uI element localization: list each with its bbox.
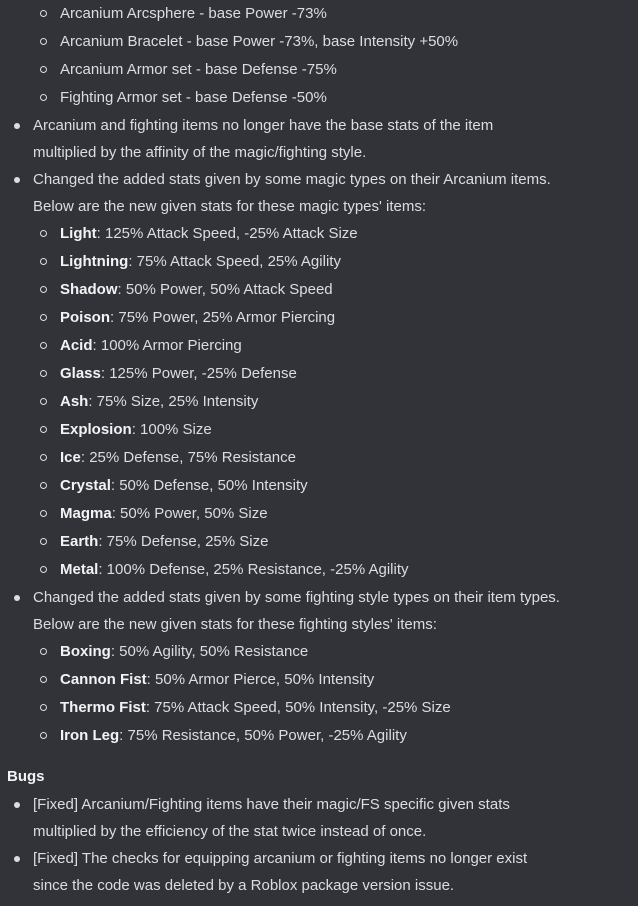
circle-bullet-icon <box>40 10 47 17</box>
magic-type-item-ash <box>0 388 638 416</box>
list-item-text: Arcanium Arcsphere - base Power -73% <box>60 5 327 22</box>
circle-bullet-icon <box>40 566 47 573</box>
magic-type-name: Ice <box>60 449 81 466</box>
list-item-text: Below are the new given stats for these magic types' items: <box>33 198 427 215</box>
list-item-line <box>0 612 638 638</box>
magic-types-list <box>0 220 638 584</box>
armor-items-list <box>0 0 638 112</box>
circle-bullet-icon <box>40 342 47 349</box>
magic-type-name: Earth <box>60 533 99 550</box>
list-item <box>0 0 638 28</box>
magic-type-item-shadow <box>0 276 638 304</box>
bug-text: multiplied by the efficiency of the stat twice instead of once. <box>33 823 427 840</box>
list-item-line <box>0 112 638 140</box>
bug-text: [Fixed] Arcanium/Fighting items have their magic/FS specific given stats <box>33 796 510 813</box>
section-spacer <box>0 750 638 763</box>
magic-type-stats: : 75% Defense, 25% Size <box>98 533 269 550</box>
bugs-heading: Bugs <box>7 768 45 785</box>
fighting-style-item-cannon-fist <box>0 666 638 694</box>
circle-bullet-icon <box>40 676 47 683</box>
bugs-list <box>0 791 638 899</box>
bug-text: [Fixed] The checks for equipping arcanium or fighting items no longer exist <box>33 850 528 867</box>
magic-type-stats: : 125% Power, -25% Defense <box>100 365 297 382</box>
magic-type-stats: : 125% Attack Speed, -25% Attack Size <box>96 225 358 242</box>
disc-bullet-icon <box>14 802 20 808</box>
magic-type-stats: : 75% Size, 25% Intensity <box>88 393 259 410</box>
list-item-line <box>0 791 638 819</box>
circle-bullet-icon <box>40 648 47 655</box>
fighting-styles-list <box>0 638 638 750</box>
circle-bullet-icon <box>40 732 47 739</box>
fighting-style-stats: : 50% Agility, 50% Resistance <box>110 643 309 660</box>
list-item-line <box>0 819 638 845</box>
disc-bullet-icon <box>14 177 20 183</box>
bug-text: since the code was deleted by a Roblox package version issue. <box>33 877 455 894</box>
circle-bullet-icon <box>40 370 47 377</box>
list-item-line <box>0 873 638 899</box>
circle-bullet-icon <box>40 230 47 237</box>
circle-bullet-icon <box>40 426 47 433</box>
magic-type-stats: : 50% Power, 50% Attack Speed <box>117 281 333 298</box>
circle-bullet-icon <box>40 258 47 265</box>
list-item-text: Below are the new given stats for these fighting styles' items: <box>33 616 437 633</box>
list-item <box>0 28 638 56</box>
list-item-text: Changed the added stats given by some magic types on their Arcanium items. <box>33 171 551 188</box>
change-affinity-item <box>0 112 638 166</box>
fighting-style-stats: : 75% Resistance, 50% Power, -25% Agility <box>119 727 407 744</box>
magic-type-item-acid <box>0 332 638 360</box>
list-item-text: Arcanium Bracelet - base Power -73%, base Intensity +50% <box>60 33 459 50</box>
circle-bullet-icon <box>40 510 47 517</box>
list-item <box>0 56 638 84</box>
magic-type-stats: : 50% Defense, 50% Intensity <box>110 477 308 494</box>
magic-type-item-glass <box>0 360 638 388</box>
magic-type-name: Glass <box>60 365 101 382</box>
disc-bullet-icon <box>14 595 20 601</box>
circle-bullet-icon <box>40 482 47 489</box>
circle-bullet-icon <box>40 704 47 711</box>
list-item-line <box>0 845 638 873</box>
circle-bullet-icon <box>40 66 47 73</box>
fighting-style-stats: : 75% Attack Speed, 50% Intensity, -25% Size <box>145 699 451 716</box>
magic-type-item-ice <box>0 444 638 472</box>
list-item-line <box>0 194 638 220</box>
magic-type-item-poison <box>0 304 638 332</box>
magic-type-item-light <box>0 220 638 248</box>
magic-type-item-magma <box>0 500 638 528</box>
disc-bullet-icon <box>14 856 20 862</box>
list-item-line <box>0 166 638 194</box>
magic-type-name: Shadow <box>60 281 118 298</box>
bug-item <box>0 791 638 845</box>
circle-bullet-icon <box>40 398 47 405</box>
magic-type-item-metal <box>0 556 638 584</box>
magic-type-name: Crystal <box>60 477 111 494</box>
fighting-style-name: Cannon Fist <box>60 671 147 688</box>
magic-type-stats: : 50% Power, 50% Size <box>111 505 268 522</box>
change-magic-item <box>0 166 638 220</box>
magic-type-item-lightning <box>0 248 638 276</box>
list-item-line <box>0 584 638 612</box>
magic-type-stats: : 100% Defense, 25% Resistance, -25% Agility <box>98 561 409 578</box>
magic-type-name: Lightning <box>60 253 129 270</box>
disc-bullet-icon <box>14 123 20 129</box>
magic-type-stats: : 75% Attack Speed, 25% Agility <box>128 253 341 270</box>
fighting-style-item-boxing <box>0 638 638 666</box>
list-item-text: Arcanium and fighting items no longer have the base stats of the item <box>33 117 494 134</box>
fighting-style-item-thermo-fist <box>0 694 638 722</box>
magic-type-item-earth <box>0 528 638 556</box>
magic-type-name: Ash <box>60 393 89 410</box>
list-item-line <box>0 140 638 166</box>
magic-type-name: Poison <box>60 309 111 326</box>
circle-bullet-icon <box>40 454 47 461</box>
magic-type-stats: : 25% Defense, 75% Resistance <box>80 449 296 466</box>
magic-type-name: Explosion <box>60 421 132 438</box>
fighting-style-stats: : 50% Armor Pierce, 50% Intensity <box>146 671 375 688</box>
magic-type-name: Acid <box>60 337 93 354</box>
magic-type-stats: : 100% Size <box>131 421 212 438</box>
circle-bullet-icon <box>40 94 47 101</box>
fighting-style-name: Iron Leg <box>60 727 120 744</box>
magic-type-name: Light <box>60 225 97 242</box>
circle-bullet-icon <box>40 286 47 293</box>
list-item <box>0 84 638 112</box>
fighting-style-item-iron-leg <box>0 722 638 750</box>
circle-bullet-icon <box>40 314 47 321</box>
list-item-text: Changed the added stats given by some fighting style types on their item types. <box>33 589 560 606</box>
magic-type-name: Metal <box>60 561 99 578</box>
magic-type-stats: : 75% Power, 25% Armor Piercing <box>110 309 336 326</box>
magic-type-item-explosion <box>0 416 638 444</box>
circle-bullet-icon <box>40 38 47 45</box>
fighting-style-name: Thermo Fist <box>60 699 146 716</box>
list-item-text: Arcanium Armor set - base Defense -75% <box>60 61 337 78</box>
magic-type-name: Magma <box>60 505 112 522</box>
list-item-text: Fighting Armor set - base Defense -50% <box>60 89 327 106</box>
magic-type-stats: : 100% Armor Piercing <box>92 337 242 354</box>
change-fighting-item <box>0 584 638 638</box>
list-item-text: multiplied by the affinity of the magic/fighting style. <box>33 144 367 161</box>
magic-type-item-crystal <box>0 472 638 500</box>
circle-bullet-icon <box>40 538 47 545</box>
fighting-style-name: Boxing <box>60 643 111 660</box>
bug-item <box>0 845 638 899</box>
